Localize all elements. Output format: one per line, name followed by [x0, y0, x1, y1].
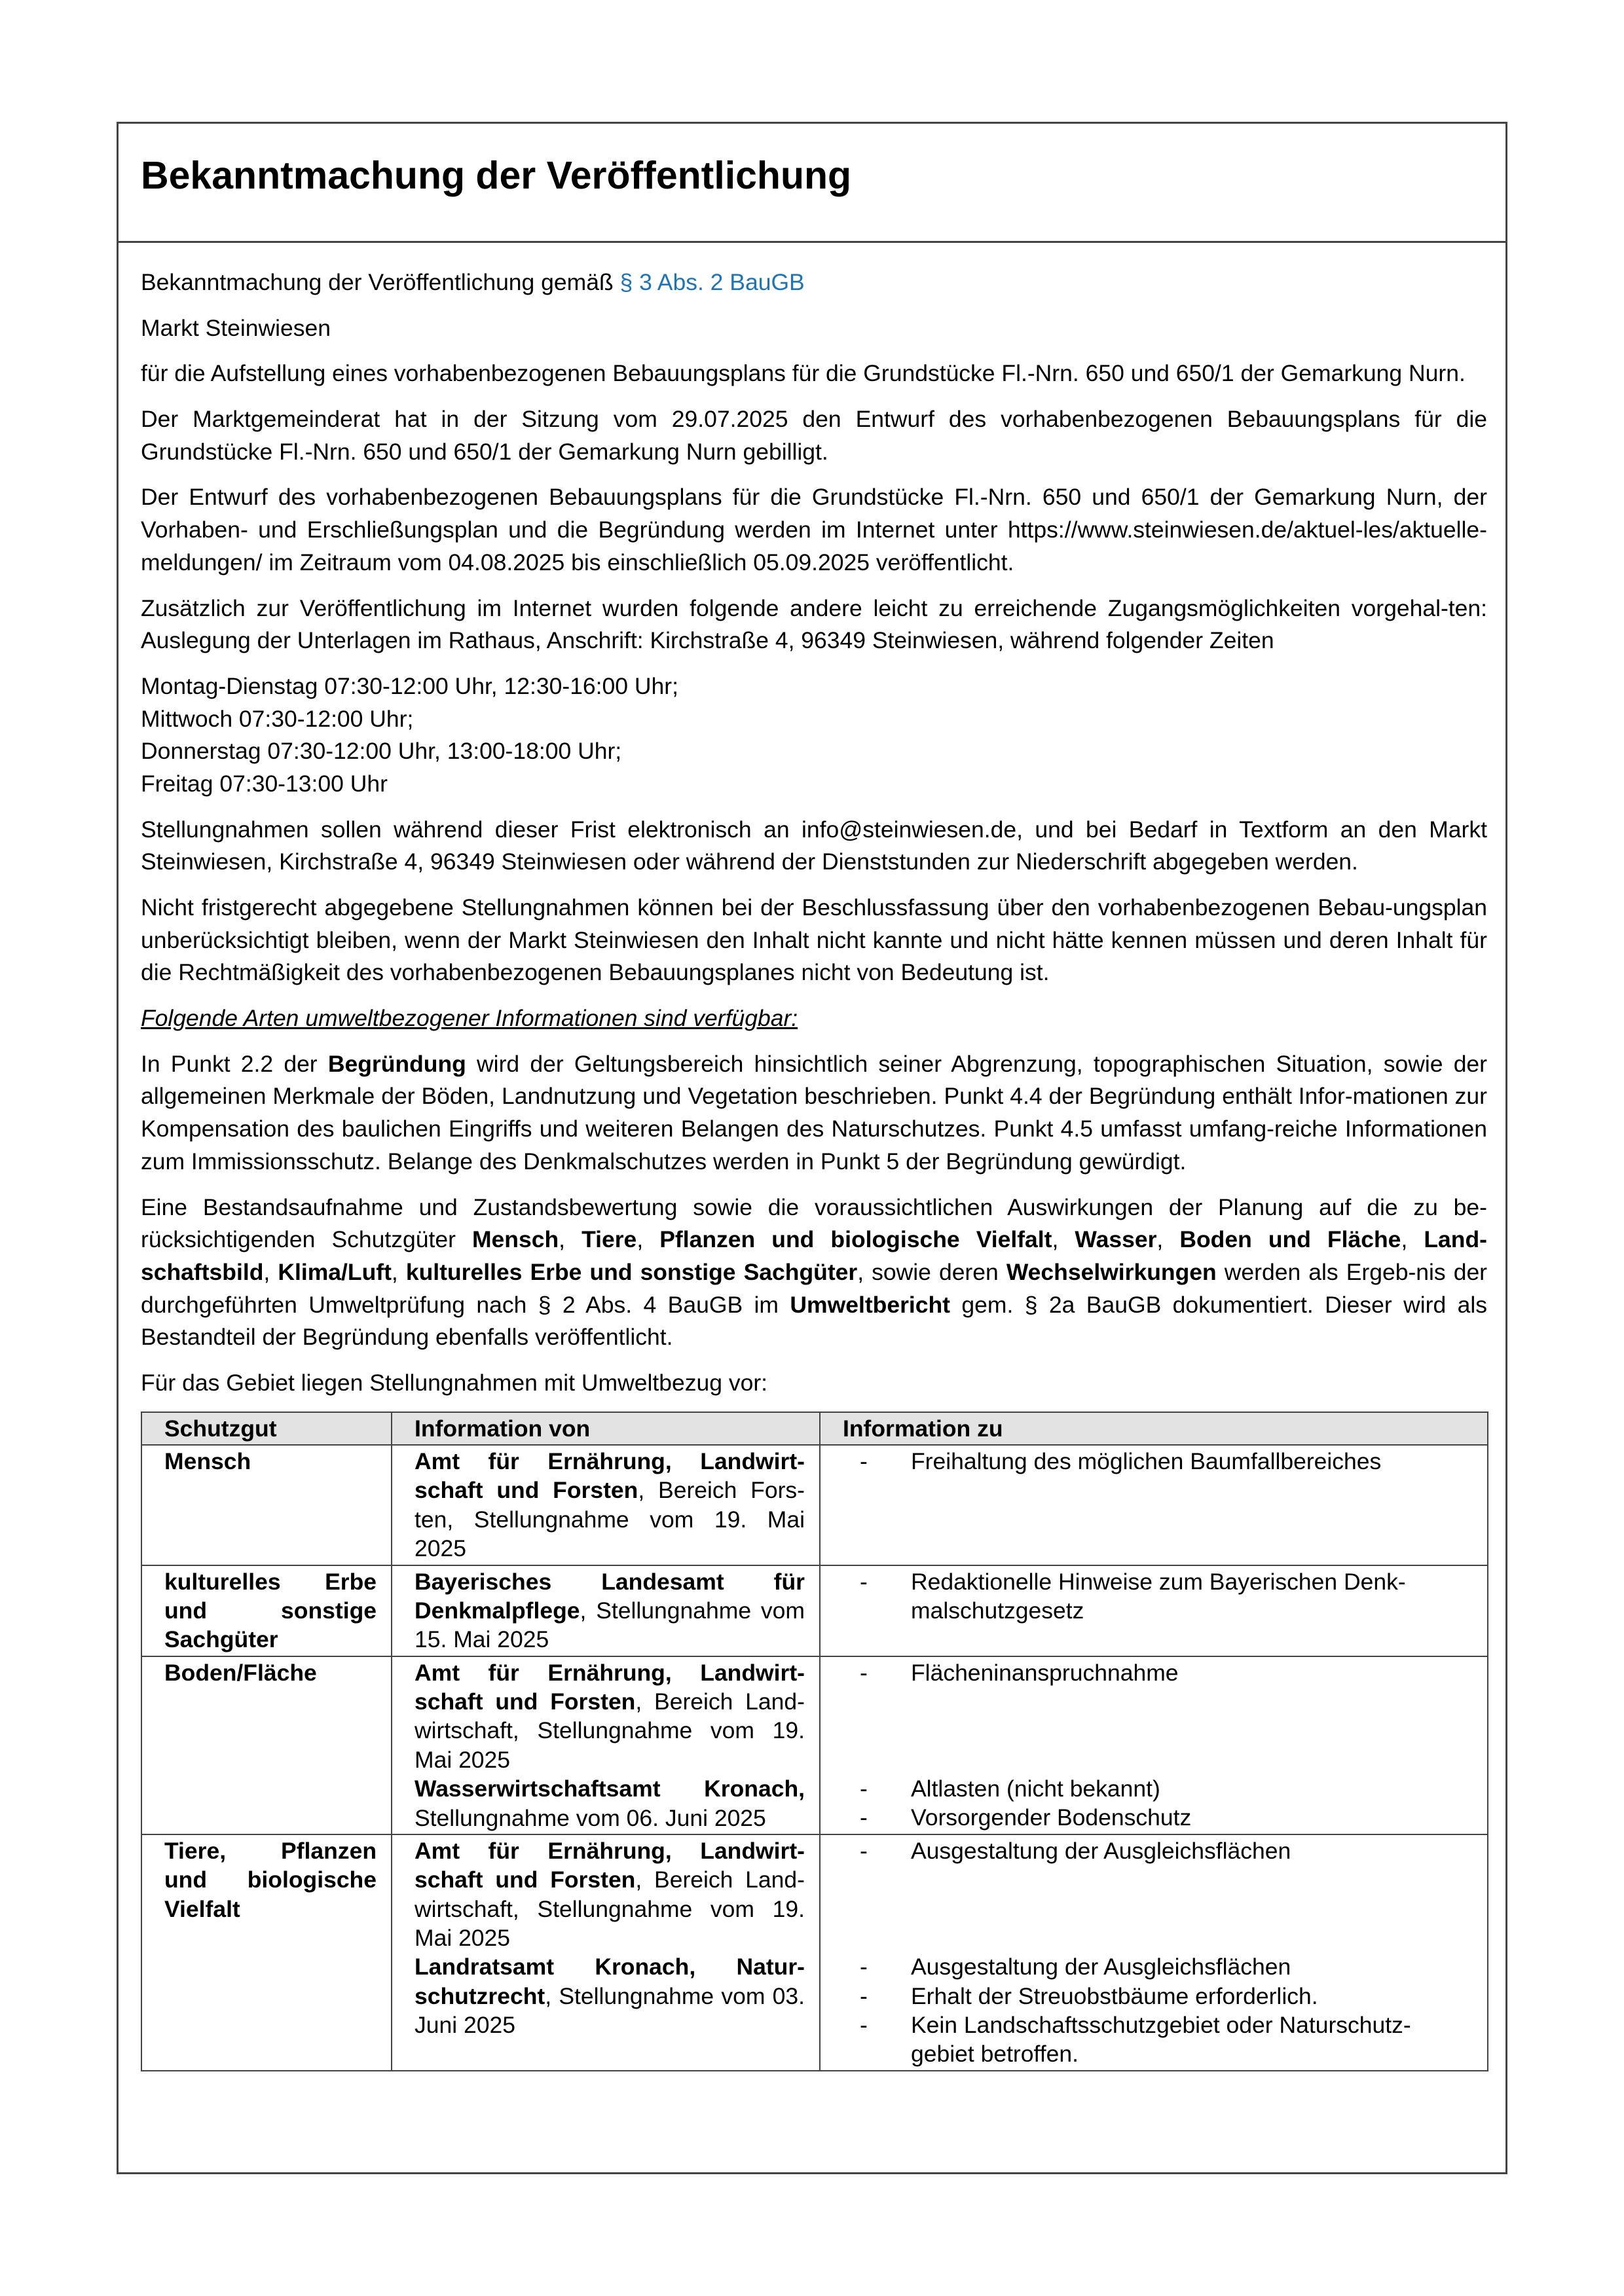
source-entry: Amt für Ernährung, Landwirt-schaft und Forsten, Bereich Land-wirtschaft, Stellungnahme vom 19. Mai 2025 [415, 1659, 805, 1773]
source-entry: Wasserwirtschaftsamt Kronach, Stellungnahme vom 06. Juni 2025 [415, 1776, 805, 1831]
list-item: - Redaktionelle Hinweise zum Bayerischen Denk-malschutzgesetz [860, 1568, 1406, 1624]
info-cell [820, 1445, 1488, 1565]
statements-paragraph: Stellungnahmen sollen während dieser Frist elektronisch an info@steinwiesen.de, und bei Bedarf in Textform an den Markt Steinwiesen, Kirchstraße 4, 96349 Steinwiesen oder während der Dienststunden zur Niederschrift abgegeben werden. [141, 816, 1487, 875]
list-item: - Ausgestaltung der Ausgleichsflächen [860, 1954, 1291, 1980]
municipality-name: Markt Steinwiesen [141, 314, 331, 341]
notice-frame [117, 122, 1507, 2174]
source-entry: Amt für Ernährung, Landwirt-schaft und Forsten, Bereich Land-wirtschaft, Stellungnahme vom 19. Mai 2025 [415, 1837, 805, 1951]
list-item: - Flächeninanspruchnahme [860, 1659, 1179, 1686]
schutzgut-cell: Boden/Fläche [141, 1656, 392, 1834]
table-row [141, 1834, 1488, 2071]
justification-paragraph: In Punkt 2.2 der Begründung wird der Geltungsbereich hinsichtlich seiner Abgrenzung, topographischen Situation, sowie der allgemeinen Merkmale der Böden, Landnutzung und Vegetation beschrieben. Punkt 4.4 der Begründung enthält Infor-mationen zur Kompensation des baulichen Eingriffs und weiteren Belangen des Naturschutzes. Punkt 4.5 umfasst umfang-reiche Informationen zum Immissionsschutz. Belange des Denkmalschutzes werden in Punkt 5 der Begründung gewürdigt. [141, 1050, 1487, 1175]
source-entry: Amt für Ernährung, Landwirt-schaft und Forsten, Bereich Fors-ten, Stellungnahme vom 19. Mai 2025 [415, 1448, 805, 1562]
list-item: - Kein Landschaftsschutzgebiet oder Naturschutz-gebiet betroffen. [860, 2012, 1411, 2068]
table-row [141, 1656, 1488, 1834]
info-cell [820, 1565, 1488, 1656]
access-paragraph: Zusätzlich zur Veröffentlichung im Internet wurden folgende andere leicht zu erreichende Zugangsmöglichkeiten vorgehal-ten: Auslegung der Unterlagen im Rathaus, Anschrift: Kirchstraße 4, 96349 Steinwiesen, während folgender Zeiten [141, 594, 1487, 654]
list-item: - Ausgestaltung der Ausgleichsflächen [860, 1837, 1291, 1864]
source-entry: Landratsamt Kronach, Natur-schutzrecht, Stellungnahme vom 03. Juni 2025 [415, 1954, 805, 2039]
list-item: - Erhalt der Streuobstbäume erforderlich. [860, 1982, 1318, 2009]
env-info-heading: Folgende Arten umweltbezogener Informationen sind verfügbar: [141, 1005, 798, 1032]
statements-table [141, 1412, 1488, 2071]
page-title: Bekanntmachung der Veröffentlichung [141, 154, 852, 197]
schutzgut-cell: kulturelles Erbe und sonstige Sachgüter [141, 1565, 392, 1656]
source-cell [392, 1834, 820, 2071]
column-header: Schutzgut [141, 1412, 392, 1445]
table-header-row [141, 1412, 1488, 1445]
baugb-link[interactable]: § 3 Abs. 2 BauGB [619, 269, 805, 295]
environment-report-paragraph: Eine Bestandsaufnahme und Zustandsbewertung sowie die voraussichtlichen Auswirkungen der Planung auf die zu be-rücksichtigenden Schutzgüter Mensch, Tiere, Pflanzen und biologische Vielfalt, Wasser, Boden und Fläche, Land-schaftsbild, Klima/Luft, kulturelles Erbe und sonstige Sachgüter, sowie deren Wechselwirkungen werden als Ergeb-nis der durchgeführten Umweltprüfung nach § 2 Abs. 4 BauGB im Umweltbericht gem. § 2a BauGB dokumentiert. Dieser wird als Bestandteil der Begründung ebenfalls veröffentlicht. [141, 1194, 1488, 1351]
info-cell [820, 1656, 1488, 1834]
late-statements-paragraph: Nicht fristgerecht abgegebene Stellungnahmen können bei der Beschlussfassung über den vorhabenbezogenen Bebau-ungsplan unberücksichtigt bleiben, wenn der Markt Steinwiesen den Inhalt nicht kannte und nicht hätte kennen müssen und deren Inhalt für die Rechtmäßigkeit des vorhabenbezogenen Bebauungsplanes nicht von Bedeutung ist. [141, 894, 1487, 986]
table-row [141, 1445, 1488, 1565]
hours-line: Montag-Dienstag 07:30-12:00 Uhr, 12:30-16:00 Uhr; [141, 672, 678, 699]
source-entry: Bayerisches Landesamt für Denkmalpflege, Stellungnahme vom 15. Mai 2025 [415, 1568, 805, 1653]
schutzgut-cell: Mensch [141, 1445, 392, 1565]
source-cell [392, 1445, 820, 1565]
schutzgut-cell: Tiere, Pflanzen und biologische Vielfalt [141, 1834, 392, 2071]
notice-content [141, 266, 1487, 2071]
list-item: - Altlasten (nicht bekannt) [860, 1776, 1160, 1802]
list-item: - Vorsorgender Bodenschutz [860, 1804, 1192, 1831]
council-paragraph: Der Marktgemeinderat hat in der Sitzung vom 29.07.2025 den Entwurf des vorhabenbezogenen Bebauungsplans für die Grundstücke Fl.-Nrn. 650 und 650/1 der Gemarkung Nurn gebilligt. [141, 406, 1487, 465]
hours-line: Mittwoch 07:30-12:00 Uhr; [141, 705, 414, 732]
hours-line: Donnerstag 07:30-12:00 Uhr, 13:00-18:00 Uhr; [141, 738, 622, 765]
intro-text: Bekanntmachung der Veröffentlichung gemäß [141, 269, 620, 295]
column-header: Information von [392, 1412, 820, 1445]
source-cell [392, 1656, 820, 1834]
statements-intro: Für das Gebiet liegen Stellungnahmen mit Umweltbezug vor: [141, 1369, 768, 1396]
info-cell [820, 1834, 1488, 2071]
subject-paragraph: für die Aufstellung eines vorhabenbezogenen Bebauungsplans für die Grundstücke Fl.-Nrn. 650 und 650/1 der Gemarkung Nurn. [141, 360, 1466, 387]
column-header: Information zu [820, 1412, 1488, 1445]
hours-line: Freitag 07:30-13:00 Uhr [141, 770, 388, 797]
source-cell [392, 1565, 820, 1656]
intro-paragraph [141, 266, 1487, 299]
publication-paragraph: Der Entwurf des vorhabenbezogenen Bebauungsplans für die Grundstücke Fl.-Nrn. 650 und 650/1 der Gemarkung Nurn, der Vorhaben- und Erschließungsplan und die Begründung werden im Internet unter https://www.steinwiesen.de/aktuel-les/aktuelle-meldungen/ im Zeitraum vom 04.08.2025 bis einschließlich 05.09.2025 veröffentlicht. [141, 484, 1487, 575]
list-item: - Freihaltung des möglichen Baumfallbereiches [860, 1448, 1382, 1474]
opening-hours [141, 670, 1487, 801]
table-row [141, 1565, 1488, 1656]
title-box [119, 124, 1505, 243]
